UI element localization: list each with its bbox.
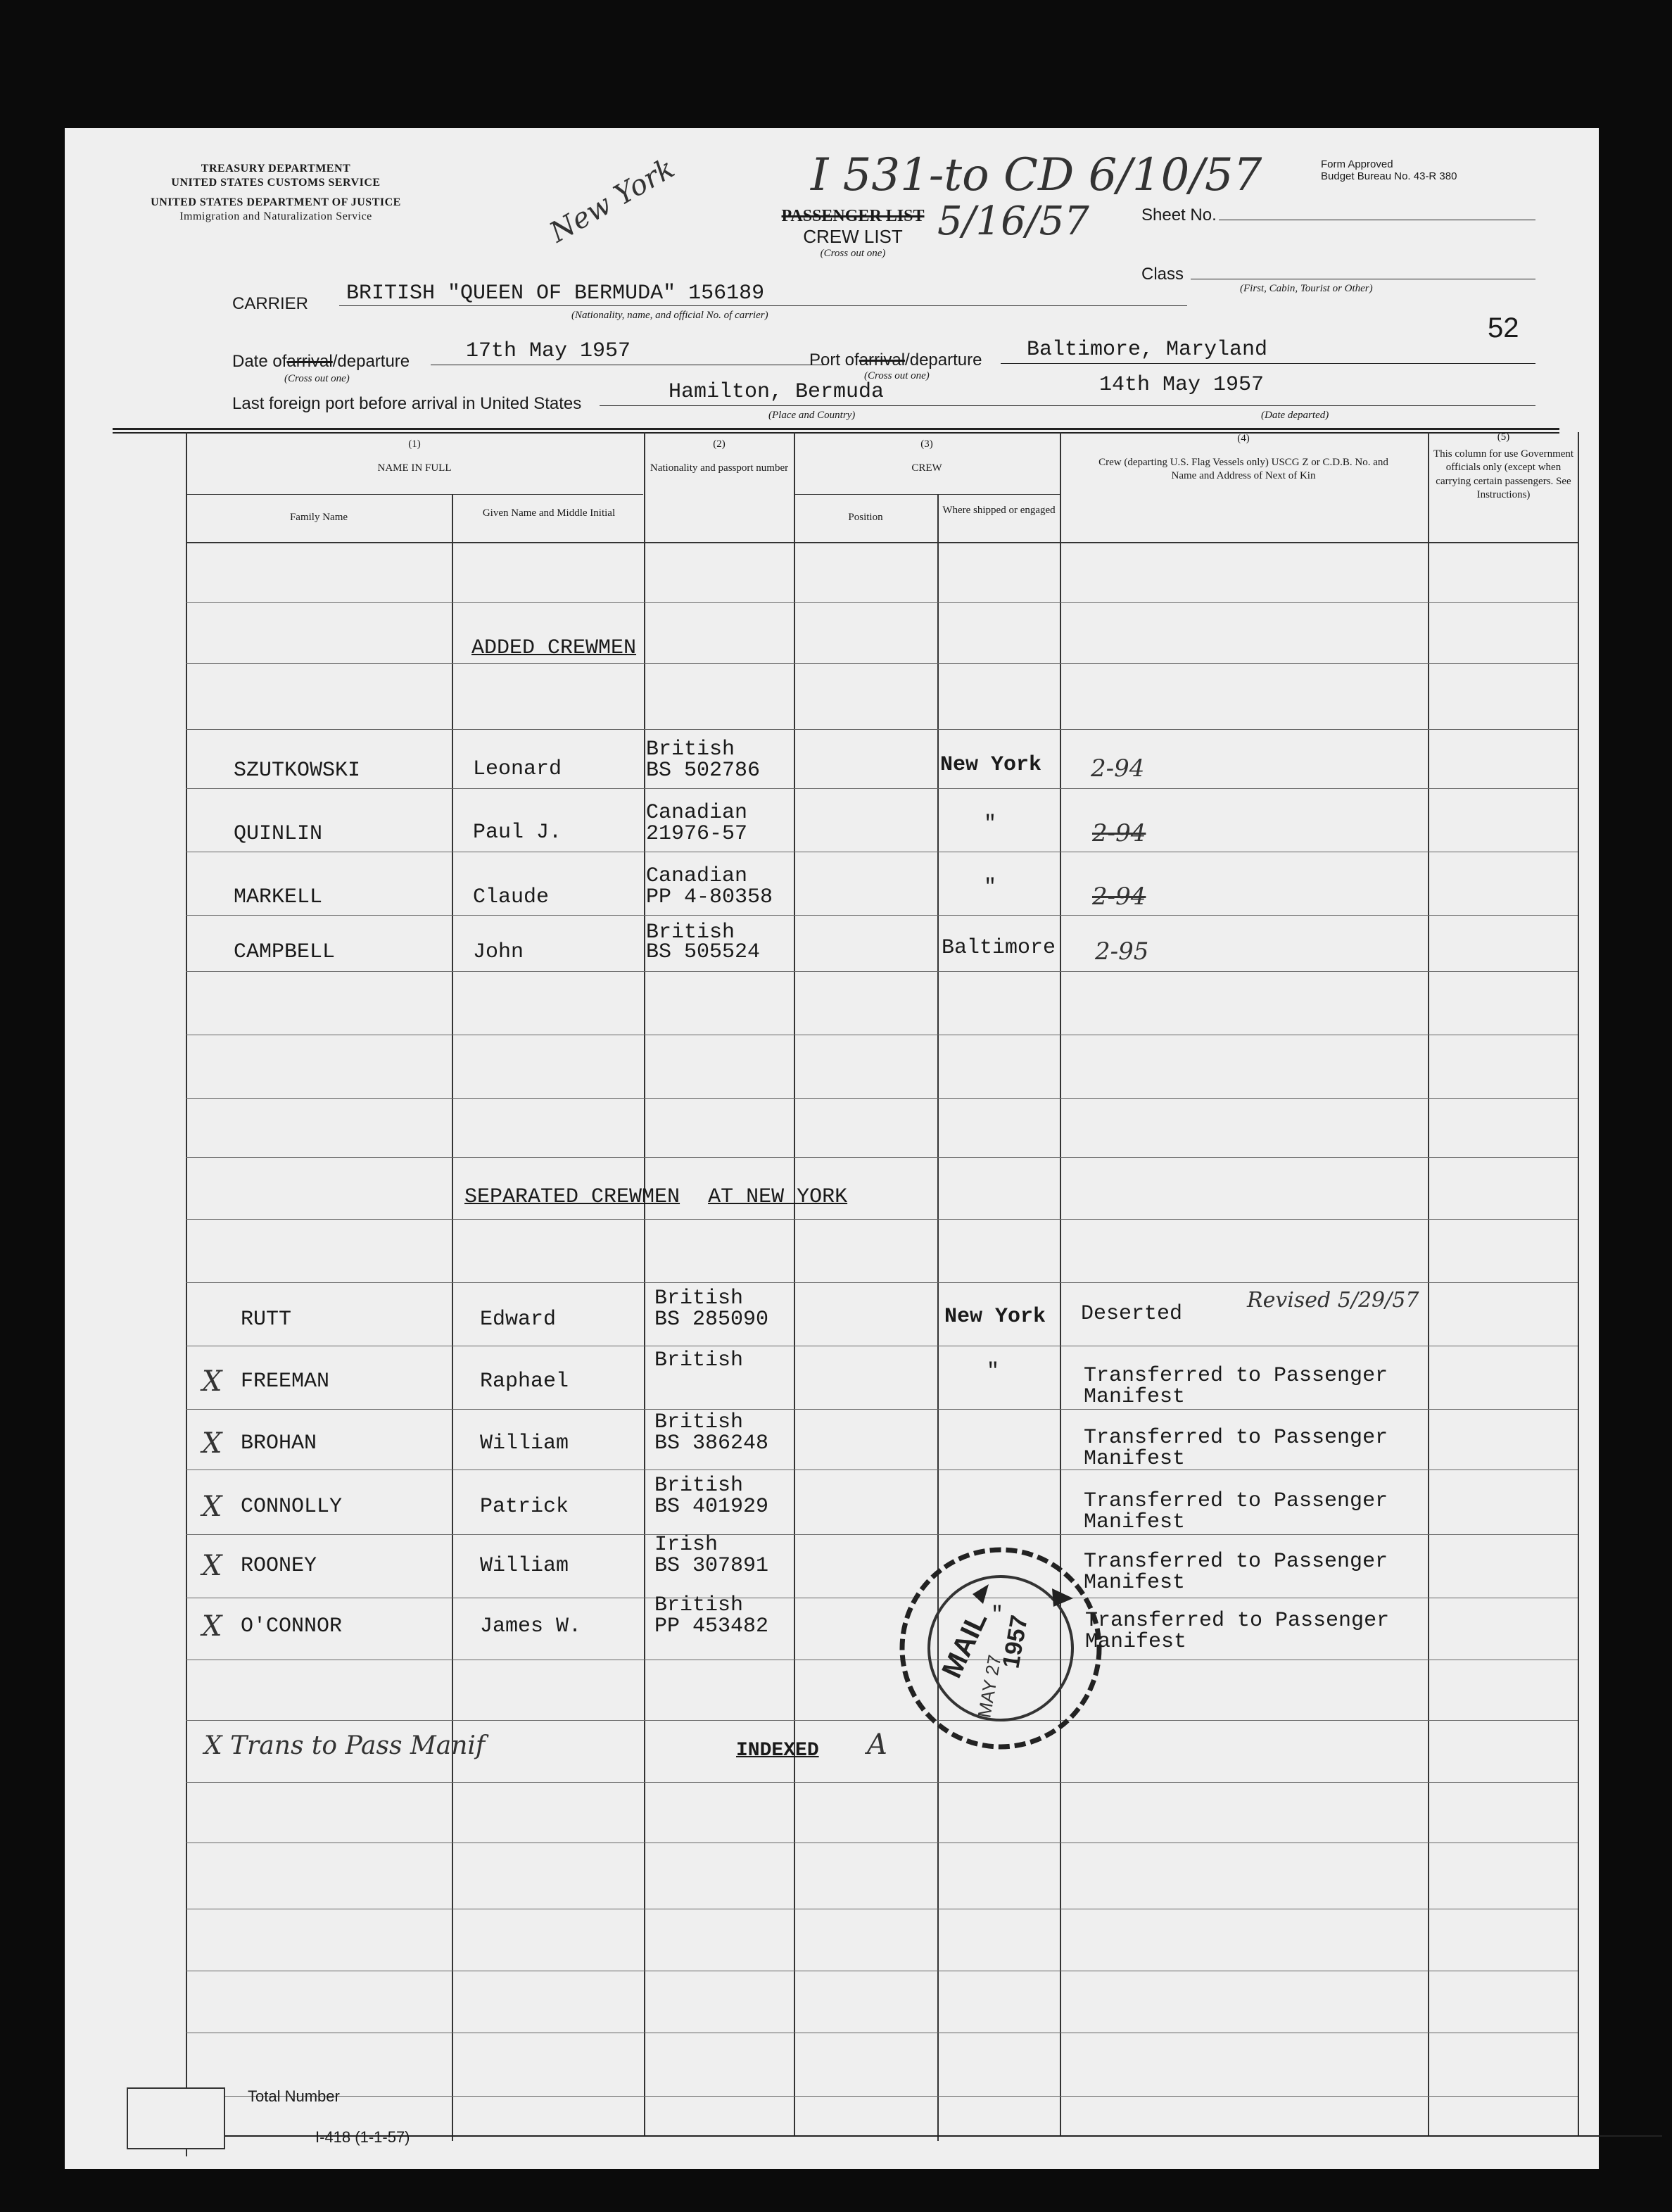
handwritten-code: 2-94 xyxy=(1092,883,1146,911)
list-struck: PASSENGER LIST xyxy=(781,207,925,225)
where-shipped: Baltimore xyxy=(942,936,1056,960)
where-shipped: New York xyxy=(940,753,1042,777)
date-value: 17th May 1957 xyxy=(466,339,631,363)
total-number-label: Total Number xyxy=(248,2087,340,2105)
family-name: ROONEY xyxy=(241,1554,317,1578)
carrier-note: (Nationality, name, and official No. of carrier) xyxy=(571,310,768,321)
family-name: QUINLIN xyxy=(234,822,323,846)
col5-header xyxy=(1431,431,1576,503)
col1-header xyxy=(186,438,643,475)
section-separated xyxy=(464,1185,847,1209)
port-value: Baltimore, Maryland xyxy=(1027,338,1268,362)
list-title: CREW LIST xyxy=(803,226,903,247)
indexed-initials: A xyxy=(867,1728,887,1761)
passport: BS 502786 xyxy=(646,759,761,783)
passport: BS 307891 xyxy=(654,1554,769,1578)
last-port-value: Hamilton, Bermuda xyxy=(669,380,885,404)
nationality: Canadian xyxy=(646,801,748,825)
col4-title: Crew (departing U.S. Flag Vessels only) USCG Z or C.D.B. No. and Name and Address of Next of Kin xyxy=(1098,456,1388,481)
check-mark: X xyxy=(202,1550,222,1582)
form-number: I-418 (1-1-57) xyxy=(315,2128,410,2146)
passport: BS 285090 xyxy=(654,1308,769,1332)
col3a-header: Position xyxy=(848,512,883,523)
given-name: William xyxy=(480,1554,569,1578)
carrier-value: BRITISH "QUEEN OF BERMUDA" 156189 xyxy=(346,282,765,305)
form-approved: Form Approved xyxy=(1321,158,1393,170)
agency-block xyxy=(107,162,445,224)
col3-title: CREW xyxy=(911,462,942,474)
handwritten-date: 5/16/57 xyxy=(937,198,1089,244)
passport: BS 386248 xyxy=(654,1432,769,1455)
nationality: Irish xyxy=(654,1533,718,1557)
where-shipped: " xyxy=(987,1360,1000,1384)
nationality: British xyxy=(654,1348,744,1372)
remark-line-2: Manifest xyxy=(1084,1447,1186,1471)
handwritten-ref: I 531-to CD 6/10/57 xyxy=(811,149,1262,201)
mail-stamp xyxy=(885,1539,1117,1757)
port-label-struck: arrival xyxy=(859,350,906,369)
last-port-note: (Place and Country) xyxy=(768,410,856,421)
col2-title: Nationality and passport number xyxy=(650,462,789,474)
last-port-label: Last foreign port before arrival in United States xyxy=(232,394,582,413)
col3-header xyxy=(794,438,1060,475)
agency-line-2: UNITED STATES CUSTOMS SERVICE xyxy=(171,177,381,189)
remark-line-2: Manifest xyxy=(1084,1571,1186,1595)
sheet-label: Sheet No. xyxy=(1141,206,1217,225)
date-label-post: /departure xyxy=(332,352,410,371)
agency-line-1: TREASURY DEPARTMENT xyxy=(201,163,351,175)
col5-num: (5) xyxy=(1497,431,1510,443)
stamp-mail: MAIL xyxy=(936,1607,994,1683)
remark-line-1: Deserted xyxy=(1081,1302,1183,1326)
remark-line-2: Manifest xyxy=(1084,1510,1186,1534)
port-label xyxy=(809,350,982,370)
nationality: British xyxy=(646,738,735,761)
col1b-header: Given Name and Middle Initial xyxy=(482,507,616,519)
given-name: Leonard xyxy=(473,757,562,781)
document-page xyxy=(65,128,1599,2169)
check-mark: X xyxy=(202,1427,222,1460)
family-name: SZUTKOWSKI xyxy=(234,759,361,783)
carrier-label: CARRIER xyxy=(232,294,309,313)
handwritten-code: 2-94 xyxy=(1091,754,1145,783)
given-name: William xyxy=(480,1432,569,1455)
list-title-block xyxy=(740,207,965,260)
remark-line-1: Transferred to Passenger xyxy=(1084,1550,1388,1574)
col4-num: (4) xyxy=(1237,433,1250,444)
where-shipped: New York xyxy=(944,1305,1046,1329)
given-name: Paul J. xyxy=(473,821,562,845)
family-name: O'CONNOR xyxy=(241,1614,343,1638)
handwritten-code: 2-95 xyxy=(1095,937,1149,966)
stamp-year: 1957 xyxy=(997,1613,1034,1671)
nationality: British xyxy=(654,1410,744,1434)
nationality: British xyxy=(654,1474,744,1498)
port-note: (Cross out one) xyxy=(864,370,930,381)
agency-line-3: UNITED STATES DEPARTMENT OF JUSTICE xyxy=(151,196,401,208)
col5-title: This column for use Government officials only (except when carrying certain passengers. See Instructions) xyxy=(1433,448,1574,500)
check-mark: X xyxy=(202,1365,222,1398)
passport: BS 401929 xyxy=(654,1495,769,1519)
remark-line-2: Manifest xyxy=(1084,1385,1186,1409)
port-label-pre: Port of xyxy=(809,350,859,369)
section-added: ADDED CREWMEN xyxy=(471,636,637,660)
nationality: Canadian xyxy=(646,864,748,888)
given-name: Edward xyxy=(480,1308,557,1332)
col1-num: (1) xyxy=(408,438,421,450)
handwritten-port: New York xyxy=(544,152,680,249)
section-separated-b: AT NEW YORK xyxy=(708,1185,848,1209)
section-separated-a: SEPARATED CREWMEN xyxy=(464,1185,680,1209)
agency-line-4: Immigration and Naturalization Service xyxy=(179,210,372,222)
given-name: Raphael xyxy=(480,1370,569,1393)
where-shipped: " xyxy=(984,812,997,836)
indexed-stamp: INDEXED xyxy=(736,1740,819,1762)
col1a-header: Family Name xyxy=(289,512,348,523)
stamp-date: MAY 27 xyxy=(973,1653,1006,1720)
date-note: (Cross out one) xyxy=(284,373,350,384)
check-mark: X xyxy=(202,1491,222,1523)
nationality: British xyxy=(646,921,735,944)
date-departed-value: 14th May 1957 xyxy=(1099,373,1265,397)
remark-line-1: Transferred to Passenger xyxy=(1084,1364,1388,1388)
total-number-box xyxy=(127,2087,225,2149)
col3-num: (3) xyxy=(920,438,933,450)
port-label-post: /departure xyxy=(905,350,982,369)
passport: BS 505524 xyxy=(646,940,761,964)
passport: PP 4-80358 xyxy=(646,885,773,909)
passport: 21976-57 xyxy=(646,822,748,846)
col3b-header: Where shipped or engaged xyxy=(942,505,1056,516)
remark-line-1: Transferred to Passenger xyxy=(1085,1609,1390,1633)
handwritten-note: X Trans to Pass Manif xyxy=(204,1731,486,1760)
handwritten-revision: Revised 5/29/57 xyxy=(1247,1288,1419,1313)
budget-bureau: Budget Bureau No. 43-R 380 xyxy=(1321,170,1457,182)
family-name: CONNOLLY xyxy=(241,1495,343,1519)
where-shipped: " xyxy=(991,1603,1004,1627)
family-name: RUTT xyxy=(241,1308,292,1332)
list-note: (Cross out one) xyxy=(820,248,886,259)
remark-line-2: Manifest xyxy=(1085,1630,1187,1654)
given-name: Patrick xyxy=(480,1495,569,1519)
remark-line-1: Transferred to Passenger xyxy=(1084,1426,1388,1450)
given-name: James W. xyxy=(480,1614,582,1638)
date-departed-note: (Date departed) xyxy=(1261,410,1329,421)
date-label-pre: Date of xyxy=(232,352,287,371)
class-label: Class xyxy=(1141,265,1184,284)
class-note: (First, Cabin, Tourist or Other) xyxy=(1240,283,1373,294)
nationality: British xyxy=(654,1593,744,1617)
form-approved-block xyxy=(1321,159,1457,182)
family-name: FREEMAN xyxy=(241,1370,330,1393)
family-name: MARKELL xyxy=(234,885,323,909)
date-label-struck: arrival xyxy=(286,352,333,371)
page-number: 52 xyxy=(1488,312,1519,343)
remark-line-1: Transferred to Passenger xyxy=(1084,1489,1388,1513)
col4-header xyxy=(1085,432,1402,484)
date-label xyxy=(232,352,410,372)
check-mark: X xyxy=(202,1610,222,1643)
passport: PP 453482 xyxy=(654,1614,769,1638)
nationality: British xyxy=(654,1287,744,1310)
family-name: BROHAN xyxy=(241,1432,317,1455)
handwritten-code: 2-94 xyxy=(1092,819,1146,847)
col2-header xyxy=(649,438,790,475)
given-name: Claude xyxy=(473,885,550,909)
col2-num: (2) xyxy=(713,438,726,450)
family-name: CAMPBELL xyxy=(234,940,336,964)
where-shipped: " xyxy=(984,876,997,899)
given-name: John xyxy=(473,940,524,964)
col1-title: NAME IN FULL xyxy=(377,462,452,474)
